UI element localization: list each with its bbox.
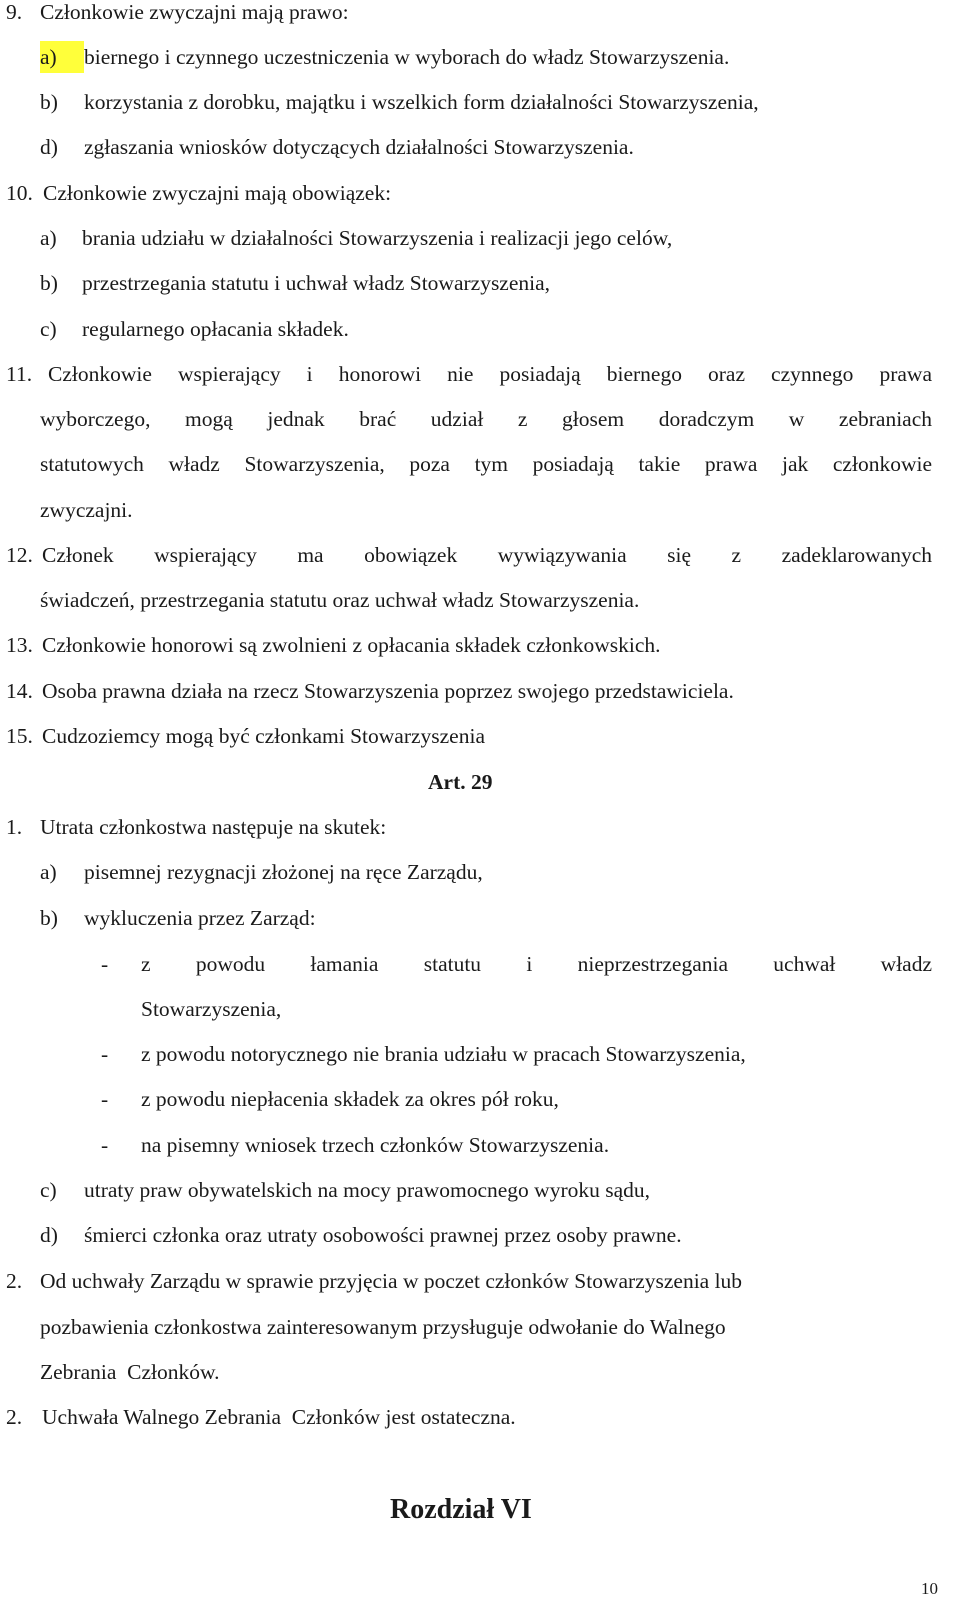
list-text: zgłaszania wniosków dotyczących działalności Stowarzyszenia. [84,135,634,159]
article-29-point-2-line-3 [0,1356,960,1388]
list-item-10a [0,222,960,254]
paragraph-11 [0,358,960,390]
article-29-point-2-line-2 [0,1311,960,1343]
list-item-9a [0,41,960,73]
list-label: d) [40,1223,58,1247]
paragraph-14 [0,675,960,707]
paragraph-number: 1. [6,815,23,839]
paragraph-text: zwyczajni. [40,498,133,522]
paragraph-number: 11. [6,362,33,386]
paragraph-text: Członkowie wspierający i honorowi nie posiadają biernego oraz czynnego prawa [48,362,932,386]
list-text: pisemnej rezygnacji złożonej na ręce Zarządu, [84,860,483,884]
list-item-10c [0,313,960,345]
article-29-point-3 [0,1401,960,1433]
list-label: a) [40,226,57,250]
list-item-9d [0,131,960,163]
list-item-29d [0,1219,960,1251]
paragraph-text: Osoba prawna działa na rzecz Stowarzyszenia poprzez swojego przedstawiciela. [42,679,734,703]
dash-item-1 [0,948,960,980]
paragraph-9 [0,0,960,28]
article-29-point-2 [0,1265,960,1297]
paragraph-text: Członkowie zwyczajni mają obowiązek: [43,181,392,205]
paragraph-text: Cudzoziemcy mogą być członkami Stowarzyszenia [42,724,485,748]
list-label: c) [40,1178,57,1202]
list-item-29a [0,856,960,888]
paragraph-text: świadczeń, przestrzegania statutu oraz uchwał władz Stowarzyszenia. [40,588,640,612]
dash-bullet: - [101,1133,109,1157]
list-label: b) [40,906,58,930]
list-item-10b [0,267,960,299]
list-item-29b [0,902,960,934]
dash-item-1-line-2 [0,993,960,1025]
paragraph-text: Uchwała Walnego Zebrania Członków jest ostateczna. [42,1405,516,1429]
paragraph-text: Członkowie zwyczajni mają prawo: [40,0,349,24]
dash-item-3 [0,1083,960,1115]
paragraph-number: 2. [6,1405,23,1429]
paragraph-number: 12. [6,543,33,567]
paragraph-text: wyborczego, mogą jednak brać udział z głosem doradczym w zebraniach [40,407,932,431]
dash-item-text: z powodu niepłacenia składek za okres pół roku, [141,1087,559,1111]
list-item-29c [0,1174,960,1206]
paragraph-text: Od uchwały Zarządu w sprawie przyjęcia w poczet członków Stowarzyszenia lub [40,1269,743,1293]
paragraph-text: Członkowie honorowi są zwolnieni z opłacania składek członkowskich. [42,633,661,657]
dash-item-4 [0,1129,960,1161]
list-text: wykluczenia przez Zarząd: [84,906,316,930]
dash-item-text: z powodu łamania statutu i nieprzestrzegania uchwał władz [141,952,932,976]
list-label: a) [40,860,57,884]
dash-bullet: - [101,1087,109,1111]
paragraph-11-line-3 [0,448,960,480]
dash-bullet: - [101,952,109,976]
list-label: d) [40,135,58,159]
list-item-9b [0,86,960,118]
list-label: b) [40,90,58,114]
list-text: przestrzegania statutu i uchwał władz Stowarzyszenia, [82,271,551,295]
paragraph-11-line-2 [0,403,960,435]
list-text: korzystania z dorobku, majątku i wszelkich form działalności Stowarzyszenia, [84,90,759,114]
paragraph-text: pozbawienia członkostwa zainteresowanym przysługuje odwołanie do Walnego [40,1315,726,1339]
dash-item-text: na pisemny wniosek trzech członków Stowarzyszenia. [141,1133,610,1157]
list-text: biernego i czynnego uczestniczenia w wyborach do władz Stowarzyszenia. [84,45,730,69]
paragraph-text: Zebrania Członków. [40,1360,220,1384]
paragraph-12 [0,539,960,571]
dash-item-text: Stowarzyszenia, [141,997,282,1021]
article-29-point-1 [0,811,960,843]
list-label: b) [40,271,58,295]
paragraph-number: 10. [6,181,33,205]
paragraph-text: statutowych władz Stowarzyszenia, poza tym posiadają takie prawa jak członkowie [40,452,932,476]
paragraph-number: 9. [6,0,23,24]
dash-item-text: z powodu notorycznego nie brania udziału w pracach Stowarzyszenia, [141,1042,746,1066]
paragraph-12-line-2 [0,584,960,616]
chapter-heading: Rozdział VI [390,1494,532,1525]
page-number: 10 [921,1579,938,1598]
paragraph-number: 14. [6,679,33,703]
paragraph-15 [0,720,960,752]
paragraph-text: Utrata członkostwa następuje na skutek: [40,815,387,839]
paragraph-number: 13. [6,633,33,657]
list-text: utraty praw obywatelskich na mocy prawomocnego wyroku sądu, [84,1178,651,1202]
dash-item-2 [0,1038,960,1070]
list-text: regularnego opłacania składek. [82,317,349,341]
list-label: c) [40,317,57,341]
dash-bullet: - [101,1042,109,1066]
paragraph-number: 2. [6,1269,23,1293]
paragraph-10 [0,177,960,209]
list-text: brania udziału w działalności Stowarzyszenia i realizacji jego celów, [82,226,673,250]
article-heading: Art. 29 [428,770,493,794]
list-text: śmierci członka oraz utraty osobowości prawnej przez osoby prawne. [84,1223,682,1247]
paragraph-text: Członek wspierający ma obowiązek wywiązywania się z zadeklarowanych [42,543,932,567]
paragraph-number: 15. [6,724,33,748]
list-label-highlighted: a) [40,41,84,73]
paragraph-13 [0,629,960,661]
paragraph-11-line-4 [0,494,960,526]
